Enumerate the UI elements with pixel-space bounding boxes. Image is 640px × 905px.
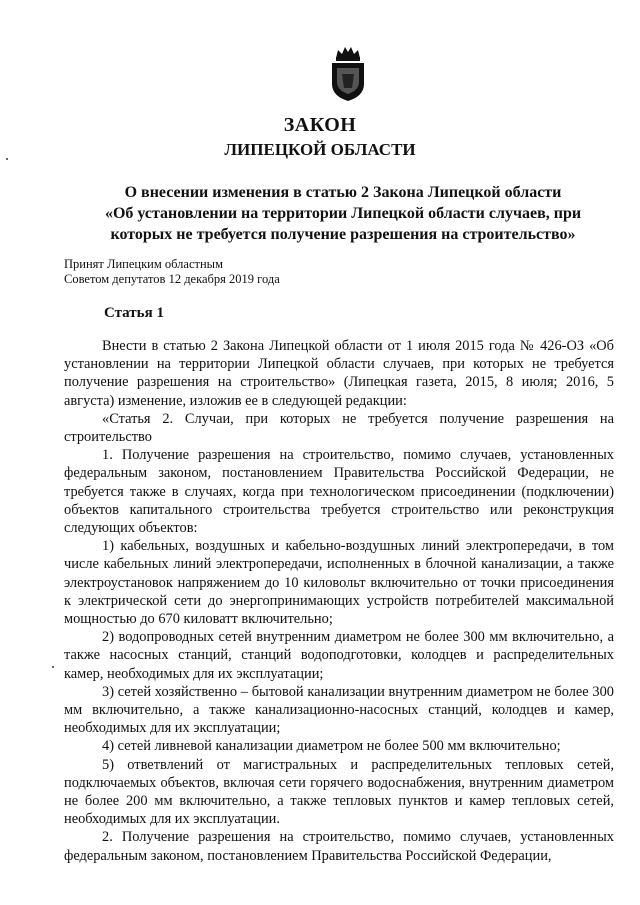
- heading-line: «Об установлении на территории Липецкой области случаев, при: [104, 205, 582, 222]
- paragraph: 2. Получение разрешения на строительство, помимо случаев, установленных федеральным законом, постановлением Правительства Российской Федерации,: [64, 829, 614, 864]
- article-body: [64, 337, 614, 865]
- scan-speck: [52, 666, 54, 668]
- adoption-note: [64, 257, 280, 287]
- heading-line: которых не требуется получение разрешения на строительство»: [110, 226, 576, 243]
- adoption-line: Принят Липецким областным: [64, 257, 223, 271]
- paragraph: 4) сетей ливневой канализации диаметром не более 500 мм включительно;: [102, 738, 561, 755]
- law-heading: [78, 182, 608, 245]
- heading-line: О внесении изменения в статью 2 Закона Липецкой области: [124, 184, 562, 201]
- coat-of-arms-icon: [326, 44, 370, 102]
- paragraph: 5) ответвлений от магистральных и распределительных тепловых сетей, подключаемых объектов, включая сети горячего водоснабжения, внутренним диаметром не более 200 мм включительно, а также тепловых пунктов и камер тепловых сетей, необходимых для их эксплуатации.: [64, 756, 614, 828]
- paragraph: Внести в статью 2 Закона Липецкой области от 1 июля 2015 года № 426-ОЗ «Об установлении на территории Липецкой области случаев, при которых не требуется получение разрешения на строительство» (Липецкая газета, 2015, 8 июля; 2016, 5 августа) изменение, изложив ее в следующей редакции:: [64, 338, 614, 409]
- paragraph: 2) водопроводных сетей внутренним диаметром не более 300 мм включительно, а также насосных станций, станций водоподготовки, колодцев и распределительных камер, необходимых для их эксплуатации;: [64, 629, 614, 682]
- paragraph: 1) кабельных, воздушных и кабельно-воздушных линий электропередачи, в том числе кабельных линий электропередачи, исполненных в блочной канализации, а также электроустановок напряжением до 10 киловольт включительно от точки присоединения к электрической сети до энергопринимающих устройств потребителей максимальной мощностью до 670 киловатт включительно;: [64, 538, 614, 628]
- adoption-line: Советом депутатов 12 декабря 2019 года: [64, 272, 280, 286]
- law-title: ЗАКОН: [283, 114, 357, 136]
- law-region: ЛИПЕЦКОЙ ОБЛАСТИ: [224, 140, 416, 159]
- article-title: Статья 1: [104, 305, 164, 321]
- paragraph: 1. Получение разрешения на строительство, помимо случаев, установленных федеральным законом, постановлением Правительства Российской Федерации, не требуется также в случаях, когда при технологическом присоединении (подключении) объектов капитального строительства требуется строительство или реконструкция следующих объектов:: [64, 447, 614, 537]
- paragraph: «Статья 2. Случаи, при которых не требуется получение разрешения на строительство: [64, 410, 614, 446]
- scan-speck: [6, 158, 8, 160]
- paragraph: 3) сетей хозяйственно – бытовой канализации внутренним диаметром не более 300 мм включительно, а также канализационно-насосных станций, колодцев и камер, необходимых для их эксплуатации;: [64, 683, 614, 737]
